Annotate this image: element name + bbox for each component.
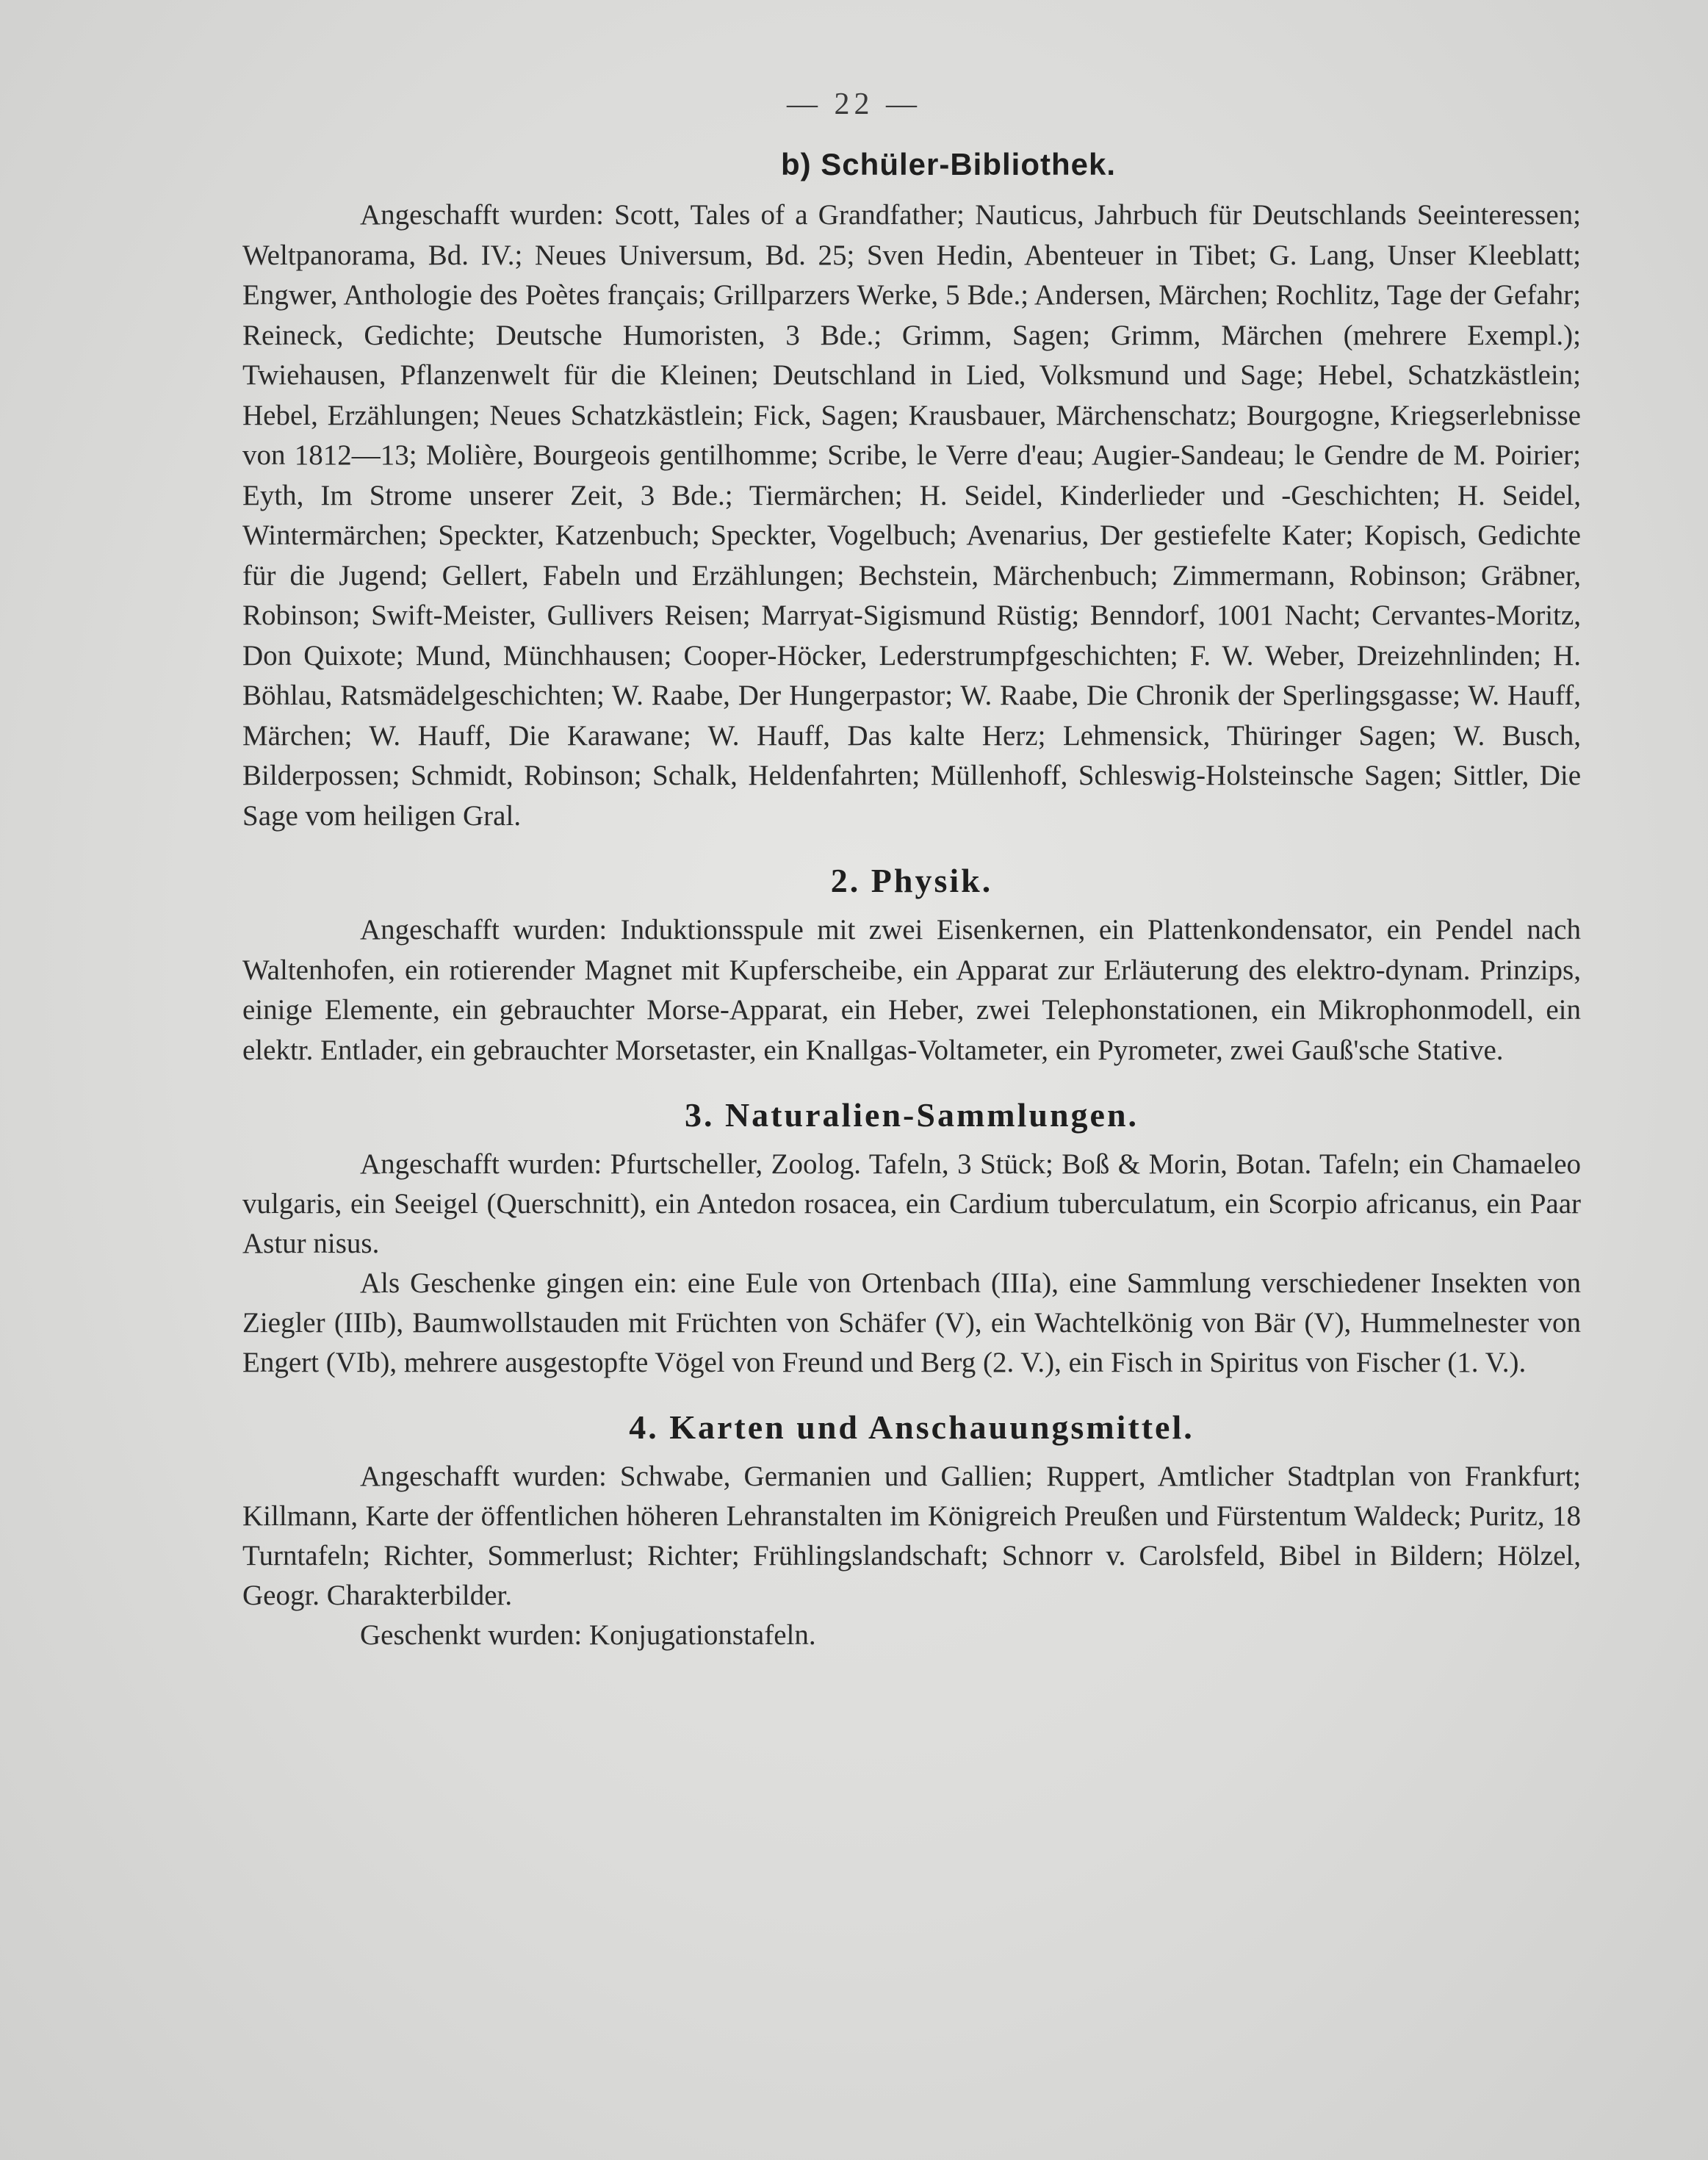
maps-heading: 4. Karten und Anschauungsmittel.: [629, 1408, 1194, 1446]
library-heading: b) Schüler-Bibliothek.: [780, 147, 1117, 181]
natural-collections-heading: 3. Naturalien-Sammlungen.: [684, 1096, 1139, 1134]
library-paragraph: Angeschafft wurden: Scott, Tales of a Grandfather; Nauticus, Jahrbuch für Deutschlands Seeinteressen; Weltpanorama, Bd. IV.; Neues Universum, Bd. 25; Sven Hedin, Abenteuer in Tibet; G. Lang, Unser Kleeblatt; Engwer, Anthologie des Poètes français; Grillparzers Werke, 5 Bde.; Andersen, Märchen; Rochlitz, Tage der Gefahr; Reineck, Gedichte; Deutsche Humoristen, 3 Bde.; Grimm, Sagen; Grimm, Märchen (mehrere Exempl.); Twiehausen, Pflanzenwelt für die Kleinen; Deutschland in Lied, Volksmund und Sage; Hebel, Schatzkästlein; Hebel, Erzählungen; Neues Schatzkästlein; Fick, Sagen; Krausbauer, Märchenschatz; Bourgogne, Kriegserlebnisse von 1812—13; Molière, Bourgeois gentilhomme; Scribe, le Verre d'eau; Augier-Sandeau; le Gendre de M. Poirier; Eyth, Im Strome unserer Zeit, 3 Bde.; Tiermärchen; H. Seidel, Kinderlieder und -Geschichten; H. Seidel, Wintermärchen; Speckter, Katzenbuch; Speckter, Vogelbuch; Avenarius, Der gestiefelte Kater; Kopisch, Gedichte für die Jugend; Gellert, Fabeln und Erzählungen; Bechstein, Märchenbuch; Zimmermann, Robinson; Gräbner, Robinson; Swift-Meister, Gullivers Reisen; Marryat-Sigismund Rüstig; Benndorf, 1001 Nacht; Cervantes-Moritz, Don Quixote; Mund, Münchhausen; Cooper-Höcker, Lederstrumpfgeschichten; F. W. Weber, Dreizehnlinden; H. Böhlau, Ratsmädelgeschichten; W. Raabe, Der Hungerpastor; W. Raabe, Die Chronik der Sperlingsgasse; W. Hauff, Märchen; W. Hauff, Die Karawane; W. Hauff, Das kalte Herz; Lehmensick, Thüringer Sagen; W. Busch, Bilderpossen; Schmidt, Robinson; Schalk, Heldenfahrten; Müllenhoff, Schleswig-Holsteinsche Sagen; Sittler, Die Sage vom heiligen Gral.: [242, 199, 1581, 832]
page-number: — 22 —: [787, 87, 921, 121]
physics-heading: 2. Physik.: [830, 862, 993, 899]
natural-collections-paragraph-gifts: Als Geschenke gingen ein: eine Eule von Ortenbach (IIIa), eine Sammlung verschiedener Insekten von Ziegler (IIIb), Baumwollstauden mit Früchten von Schäfer (V), ein Wachtelkönig von Bär (V), Hummelnester von Engert (VIb), mehrere ausgestopfte Vögel von Freund und Berg (2. V.), ein Fisch in Spiritus von Fischer (1. V.).: [242, 1267, 1581, 1378]
page-content: [242, 147, 1581, 1655]
physics-paragraph: Angeschafft wurden: Induktionsspule mit zwei Eisenkernen, ein Plattenkondensator, ein Pendel nach Waltenhofen, ein rotierender Magnet mit Kupferscheibe, ein Apparat zur Erläuterung des elektro-dynam. Prinzips, einige Elemente, ein gebrauchter Morse-Apparat, ein Heber, zwei Telephonstationen, ein Mikrophonmodell, ein elektr. Entlader, ein gebrauchter Morsetaster, ein Knallgas-Voltameter, ein Pyrometer, zwei Gauß'sche Stative.: [242, 914, 1581, 1066]
maps-paragraph-gifts: Geschenkt wurden: Konjugationstafeln.: [360, 1619, 816, 1651]
natural-collections-paragraph-purchased: Angeschafft wurden: Pfurtscheller, Zoolog. Tafeln, 3 Stück; Boß & Morin, Botan. Tafeln; ein Chamaeleo vulgaris, ein Seeigel (Querschnitt), ein Antedon rosacea, ein Cardium tuberculatum, ein Scorpio africanus, ein Paar Astur nisus.: [242, 1148, 1581, 1259]
maps-paragraph-purchased: Angeschafft wurden: Schwabe, Germanien und Gallien; Ruppert, Amtlicher Stadtplan von Frankfurt; Killmann, Karte der öffentlichen höheren Lehranstalten im Königreich Preußen und Fürstentum Waldeck; Puritz, 18 Turntafeln; Richter, Sommerlust; Richter; Frühlingslandschaft; Schnorr v. Carolsfeld, Bibel in Bildern; Hölzel, Geogr. Charakterbilder.: [242, 1461, 1581, 1611]
